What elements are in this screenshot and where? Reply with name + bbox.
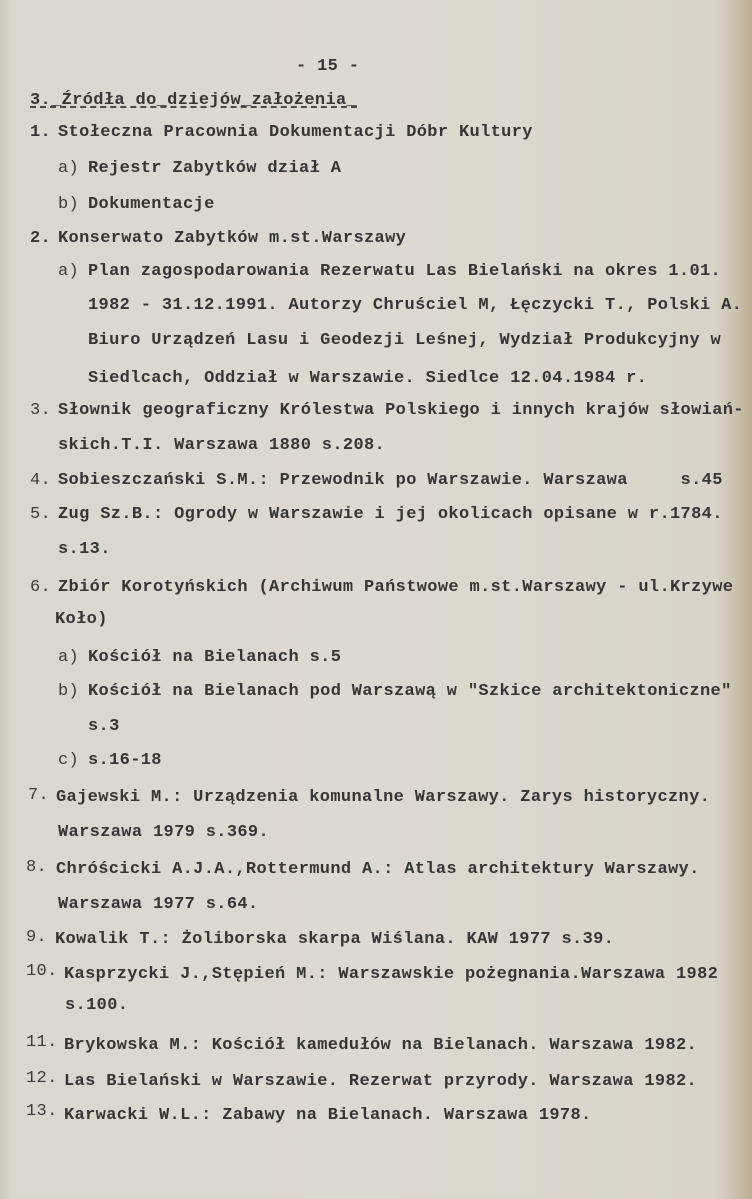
item-number: 13.	[26, 1102, 58, 1121]
sub-label: b)	[58, 682, 80, 701]
list-item: Konserwato Zabytków m.st.Warszawy	[58, 229, 407, 248]
item-number: 10.	[26, 962, 58, 981]
page-number: - 15 -	[296, 57, 360, 76]
list-item-line: Warszawa 1979 s.369.	[58, 823, 270, 842]
sub-item: Plan zagospodarowania Rezerwatu Las Bielański na okres 1.01.	[88, 262, 722, 281]
sub-item: Rejestr Zabytków dział A	[88, 159, 342, 178]
list-item-line: Koło)	[55, 610, 108, 629]
list-item: Kasprzycki J.,Stępień M.: Warszawskie pożegnania.Warszawa 1982	[64, 965, 719, 984]
list-item: Sobieszczański S.M.: Przewodnik po Warszawie. Warszawa s.45	[58, 471, 723, 490]
sub-label: a)	[58, 159, 80, 178]
item-number: 5.	[30, 505, 52, 524]
sub-item: Kościół na Bielanach s.5	[88, 648, 342, 667]
list-item: Brykowska M.: Kościół kamedułów na Bielanach. Warszawa 1982.	[64, 1036, 698, 1055]
list-item-line: skich.T.I. Warszawa 1880 s.208.	[58, 436, 386, 455]
list-item: Karwacki W.L.: Zabawy na Bielanach. Warszawa 1978.	[64, 1106, 592, 1125]
sub-label: a)	[58, 262, 80, 281]
list-item: Las Bielański w Warszawie. Rezerwat przyrody. Warszawa 1982.	[64, 1072, 698, 1091]
sub-label: a)	[58, 648, 80, 667]
list-item: Gajewski M.: Urządzenia komunalne Warszawy. Zarys historyczny.	[56, 788, 711, 807]
sub-item: Kościół na Bielanach pod Warszawą w "Szkice architektoniczne"	[88, 682, 732, 701]
sub-item: s.16-18	[88, 751, 162, 770]
section-heading: 3._Źródła do_dziejów_założenia_	[30, 91, 358, 110]
sub-label: c)	[58, 751, 80, 770]
item-number: 11.	[26, 1033, 58, 1052]
sub-label: b)	[58, 195, 80, 214]
list-item: Chróścicki A.J.A.,Rottermund A.: Atlas architektury Warszawy.	[56, 860, 700, 879]
list-item: Zug Sz.B.: Ogrody w Warszawie i jej okolicach opisane w r.1784.	[58, 505, 723, 524]
list-item-line: s.13.	[58, 540, 111, 559]
item-number: 3.	[30, 401, 52, 420]
list-item-line: Warszawa 1977 s.64.	[58, 895, 259, 914]
list-item: Stołeczna Pracownia Dokumentacji Dóbr Kultury	[58, 123, 533, 142]
item-number: 6.	[30, 578, 52, 597]
item-number: 1.	[30, 123, 52, 142]
list-item: Kowalik T.: Żoliborska skarpa Wiślana. KAW 1977 s.39.	[55, 930, 615, 949]
sub-item-line: s.3	[88, 717, 120, 736]
sub-item-line: 1982 - 31.12.1991. Autorzy Chruściel M, Łęczycki T., Polski A.	[88, 296, 743, 315]
item-number: 12.	[26, 1069, 58, 1088]
list-item: Zbiór Korotyńskich (Archiwum Państwowe m.st.Warszawy - ul.Krzywe	[58, 578, 734, 597]
item-number: 8.	[26, 858, 48, 877]
sub-item: Dokumentacje	[88, 195, 215, 214]
sub-item-line: Siedlcach, Oddział w Warszawie. Siedlce 12.04.1984 r.	[88, 369, 648, 388]
item-number: 4.	[30, 471, 52, 490]
list-item-line: s.100.	[65, 996, 129, 1015]
item-number: 7.	[28, 786, 50, 805]
sub-item-line: Biuro Urządzeń Lasu i Geodezji Leśnej, Wydział Produkcyjny w	[88, 331, 722, 350]
list-item: Słownik geograficzny Królestwa Polskiego i innych krajów słowiań-	[58, 401, 744, 420]
item-number: 2.	[30, 229, 52, 248]
item-number: 9.	[26, 928, 48, 947]
